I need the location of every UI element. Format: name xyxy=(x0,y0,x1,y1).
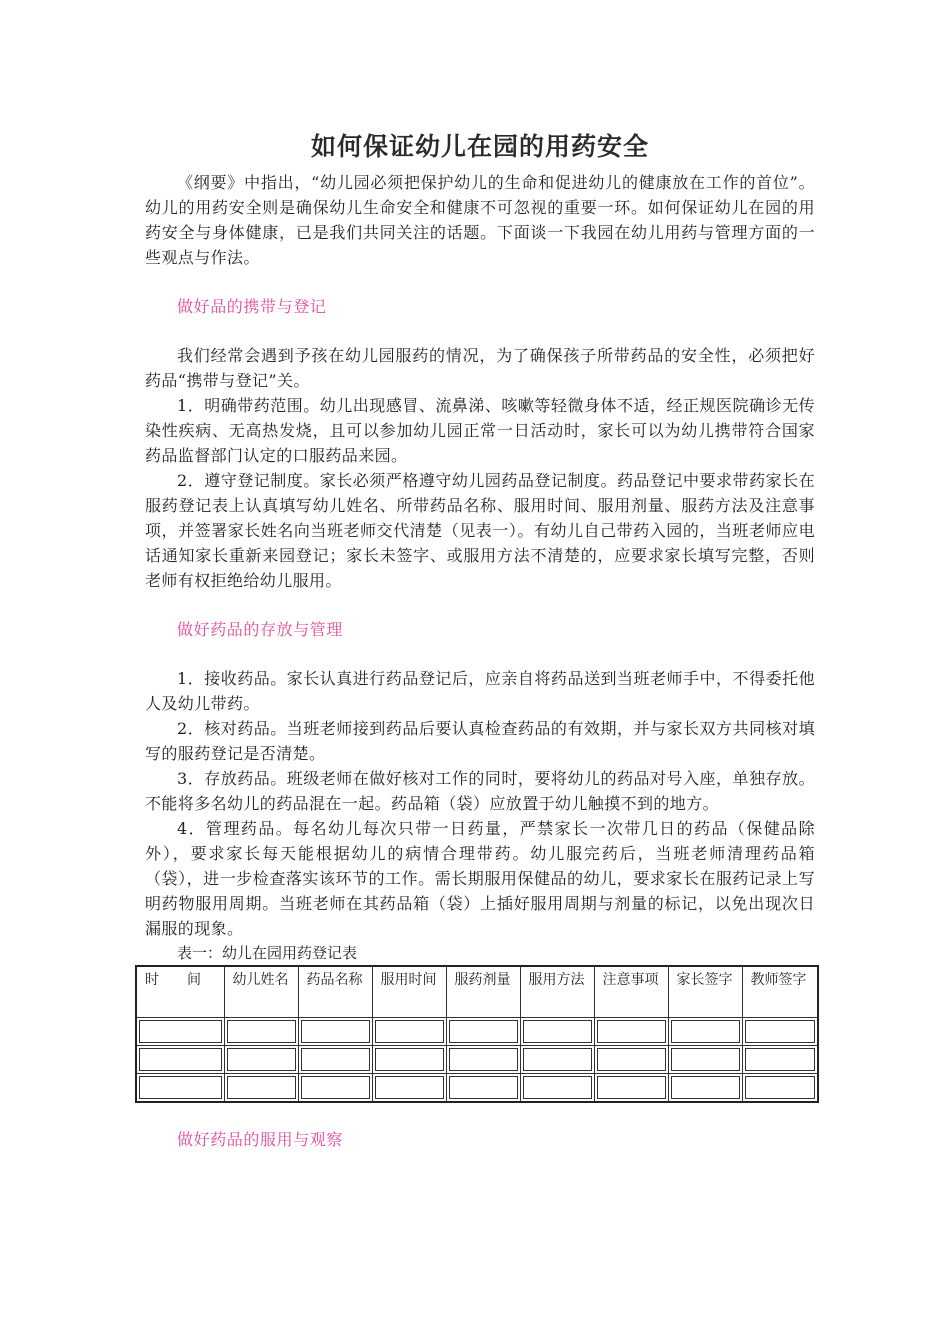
table-cell xyxy=(594,1018,668,1046)
table-row xyxy=(136,1018,818,1046)
table-cell xyxy=(742,1046,818,1074)
header-cell-dose-time: 服用时间 xyxy=(372,966,446,1018)
table-cell xyxy=(224,1046,298,1074)
table-cell xyxy=(520,1074,594,1103)
table-cell xyxy=(372,1046,446,1074)
table-cell xyxy=(136,1074,224,1103)
table-cell xyxy=(298,1046,372,1074)
intro-paragraph: 《纲要》中指出，“幼儿园必须把保护幼儿的生命和促进幼儿的健康放在工作的首位”。幼儿的用药安全则是确保幼儿生命安全和健康不可忽视的重要一环。如何保证幼儿在园的用药安全与身体健康，已是我们共同关注的话题。下面谈一下我园在幼儿用药与管理方面的一些观点与作法。 xyxy=(145,173,815,267)
table-cell xyxy=(446,1074,520,1103)
header-cell-time: 时 间 xyxy=(136,966,224,1018)
table-cell xyxy=(446,1018,520,1046)
section-heading-use-observation: 做好药品的服用与观察 xyxy=(177,1130,344,1149)
section-heading-storage-management: 做好药品的存放与管理 xyxy=(177,620,344,639)
section2-paragraph-1: 1．接收药品。家长认真进行药品登记后，应亲自将药品送到当班老师手中，不得委托他人及幼儿带药。 xyxy=(145,669,815,713)
table-cell xyxy=(594,1074,668,1103)
header-cell-dosage: 服药剂量 xyxy=(446,966,520,1018)
table-cell xyxy=(742,1018,818,1046)
table-cell xyxy=(298,1018,372,1046)
table-cell xyxy=(372,1018,446,1046)
table-header-row xyxy=(136,966,818,1018)
table-cell xyxy=(668,1074,742,1103)
document-page xyxy=(145,128,815,1152)
table-cell xyxy=(668,1018,742,1046)
table-cell xyxy=(520,1046,594,1074)
header-cell-teacher-signature: 教师签字 xyxy=(742,966,818,1018)
section1-paragraph-1: 我们经常会遇到予孩在幼儿园服药的情况，为了确保孩子所带药品的安全性，必须把好药品“携带与登记”关。 xyxy=(145,346,815,390)
table-cell xyxy=(446,1046,520,1074)
table-cell xyxy=(298,1074,372,1103)
page-title: 如何保证幼儿在园的用药安全 xyxy=(310,132,649,161)
section1-paragraph-2: 1．明确带药范围。幼儿出现感冒、流鼻涕、咳嗽等轻微身体不适，经正规医院确诊无传染性疾病、无高热发烧，且可以参加幼儿园正常一日活动时，家长可以为幼儿携带符合国家药品监督部门认定的口服药品来园。 xyxy=(145,396,815,465)
section-heading-carry-register: 做好品的携带与登记 xyxy=(177,297,327,316)
section2-paragraph-2: 2．核对药品。当班老师接到药品后要认真检查药品的有效期，并与家长双方共同核对填写的服药登记是否清楚。 xyxy=(145,719,815,763)
header-cell-child-name: 幼儿姓名 xyxy=(224,966,298,1018)
table-cell xyxy=(668,1046,742,1074)
header-cell-method: 服用方法 xyxy=(520,966,594,1018)
section1-paragraph-3: 2．遵守登记制度。家长必须严格遵守幼儿园药品登记制度。药品登记中要求带药家长在服药登记表上认真填写幼儿姓名、所带药品名称、服用时间、服用剂量、服药方法及注意事项，并签署家长姓名向当班老师交代清楚（见表一）。有幼儿自己带药入园的，当班老师应电话通知家长重新来园登记；家长未签字、或服用方法不清楚的，应要求家长填写完整，否则老师有权拒绝给幼儿服用。 xyxy=(145,471,815,590)
table-cell xyxy=(136,1046,224,1074)
table-row xyxy=(136,1046,818,1074)
table-cell xyxy=(742,1074,818,1103)
section2-paragraph-3: 3．存放药品。班级老师在做好核对工作的同时，要将幼儿的药品对号入座，单独存放。不能将多名幼儿的药品混在一起。药品箱（袋）应放置于幼儿触摸不到的地方。 xyxy=(145,769,815,813)
table-cell xyxy=(224,1018,298,1046)
table-cell xyxy=(594,1046,668,1074)
section2-paragraph-4: 4．管理药品。每名幼儿每次只带一日药量，严禁家长一次带几日的药品（保健品除外），要求家长每天能根据幼儿的病情合理带药。幼儿服完药后，当班老师清理药品箱（袋），进一步检查落实该环节的工作。需长期服用保健品的幼儿，要求家长在服药记录上写明药物服用周期。当班老师在其药品箱（袋）上插好服用周期与剂量的标记，以免出现次日漏服的现象。 xyxy=(145,819,815,938)
table-cell xyxy=(224,1074,298,1103)
table-cell xyxy=(136,1018,224,1046)
medication-register-table xyxy=(135,965,819,1103)
header-cell-medicine-name: 药品名称 xyxy=(298,966,372,1018)
table-caption: 表一：幼儿在园用药登记表 xyxy=(177,944,358,962)
header-cell-notes: 注意事项 xyxy=(594,966,668,1018)
header-cell-parent-signature: 家长签字 xyxy=(668,966,742,1018)
table-cell xyxy=(372,1074,446,1103)
table-row xyxy=(136,1074,818,1103)
table-cell xyxy=(520,1018,594,1046)
